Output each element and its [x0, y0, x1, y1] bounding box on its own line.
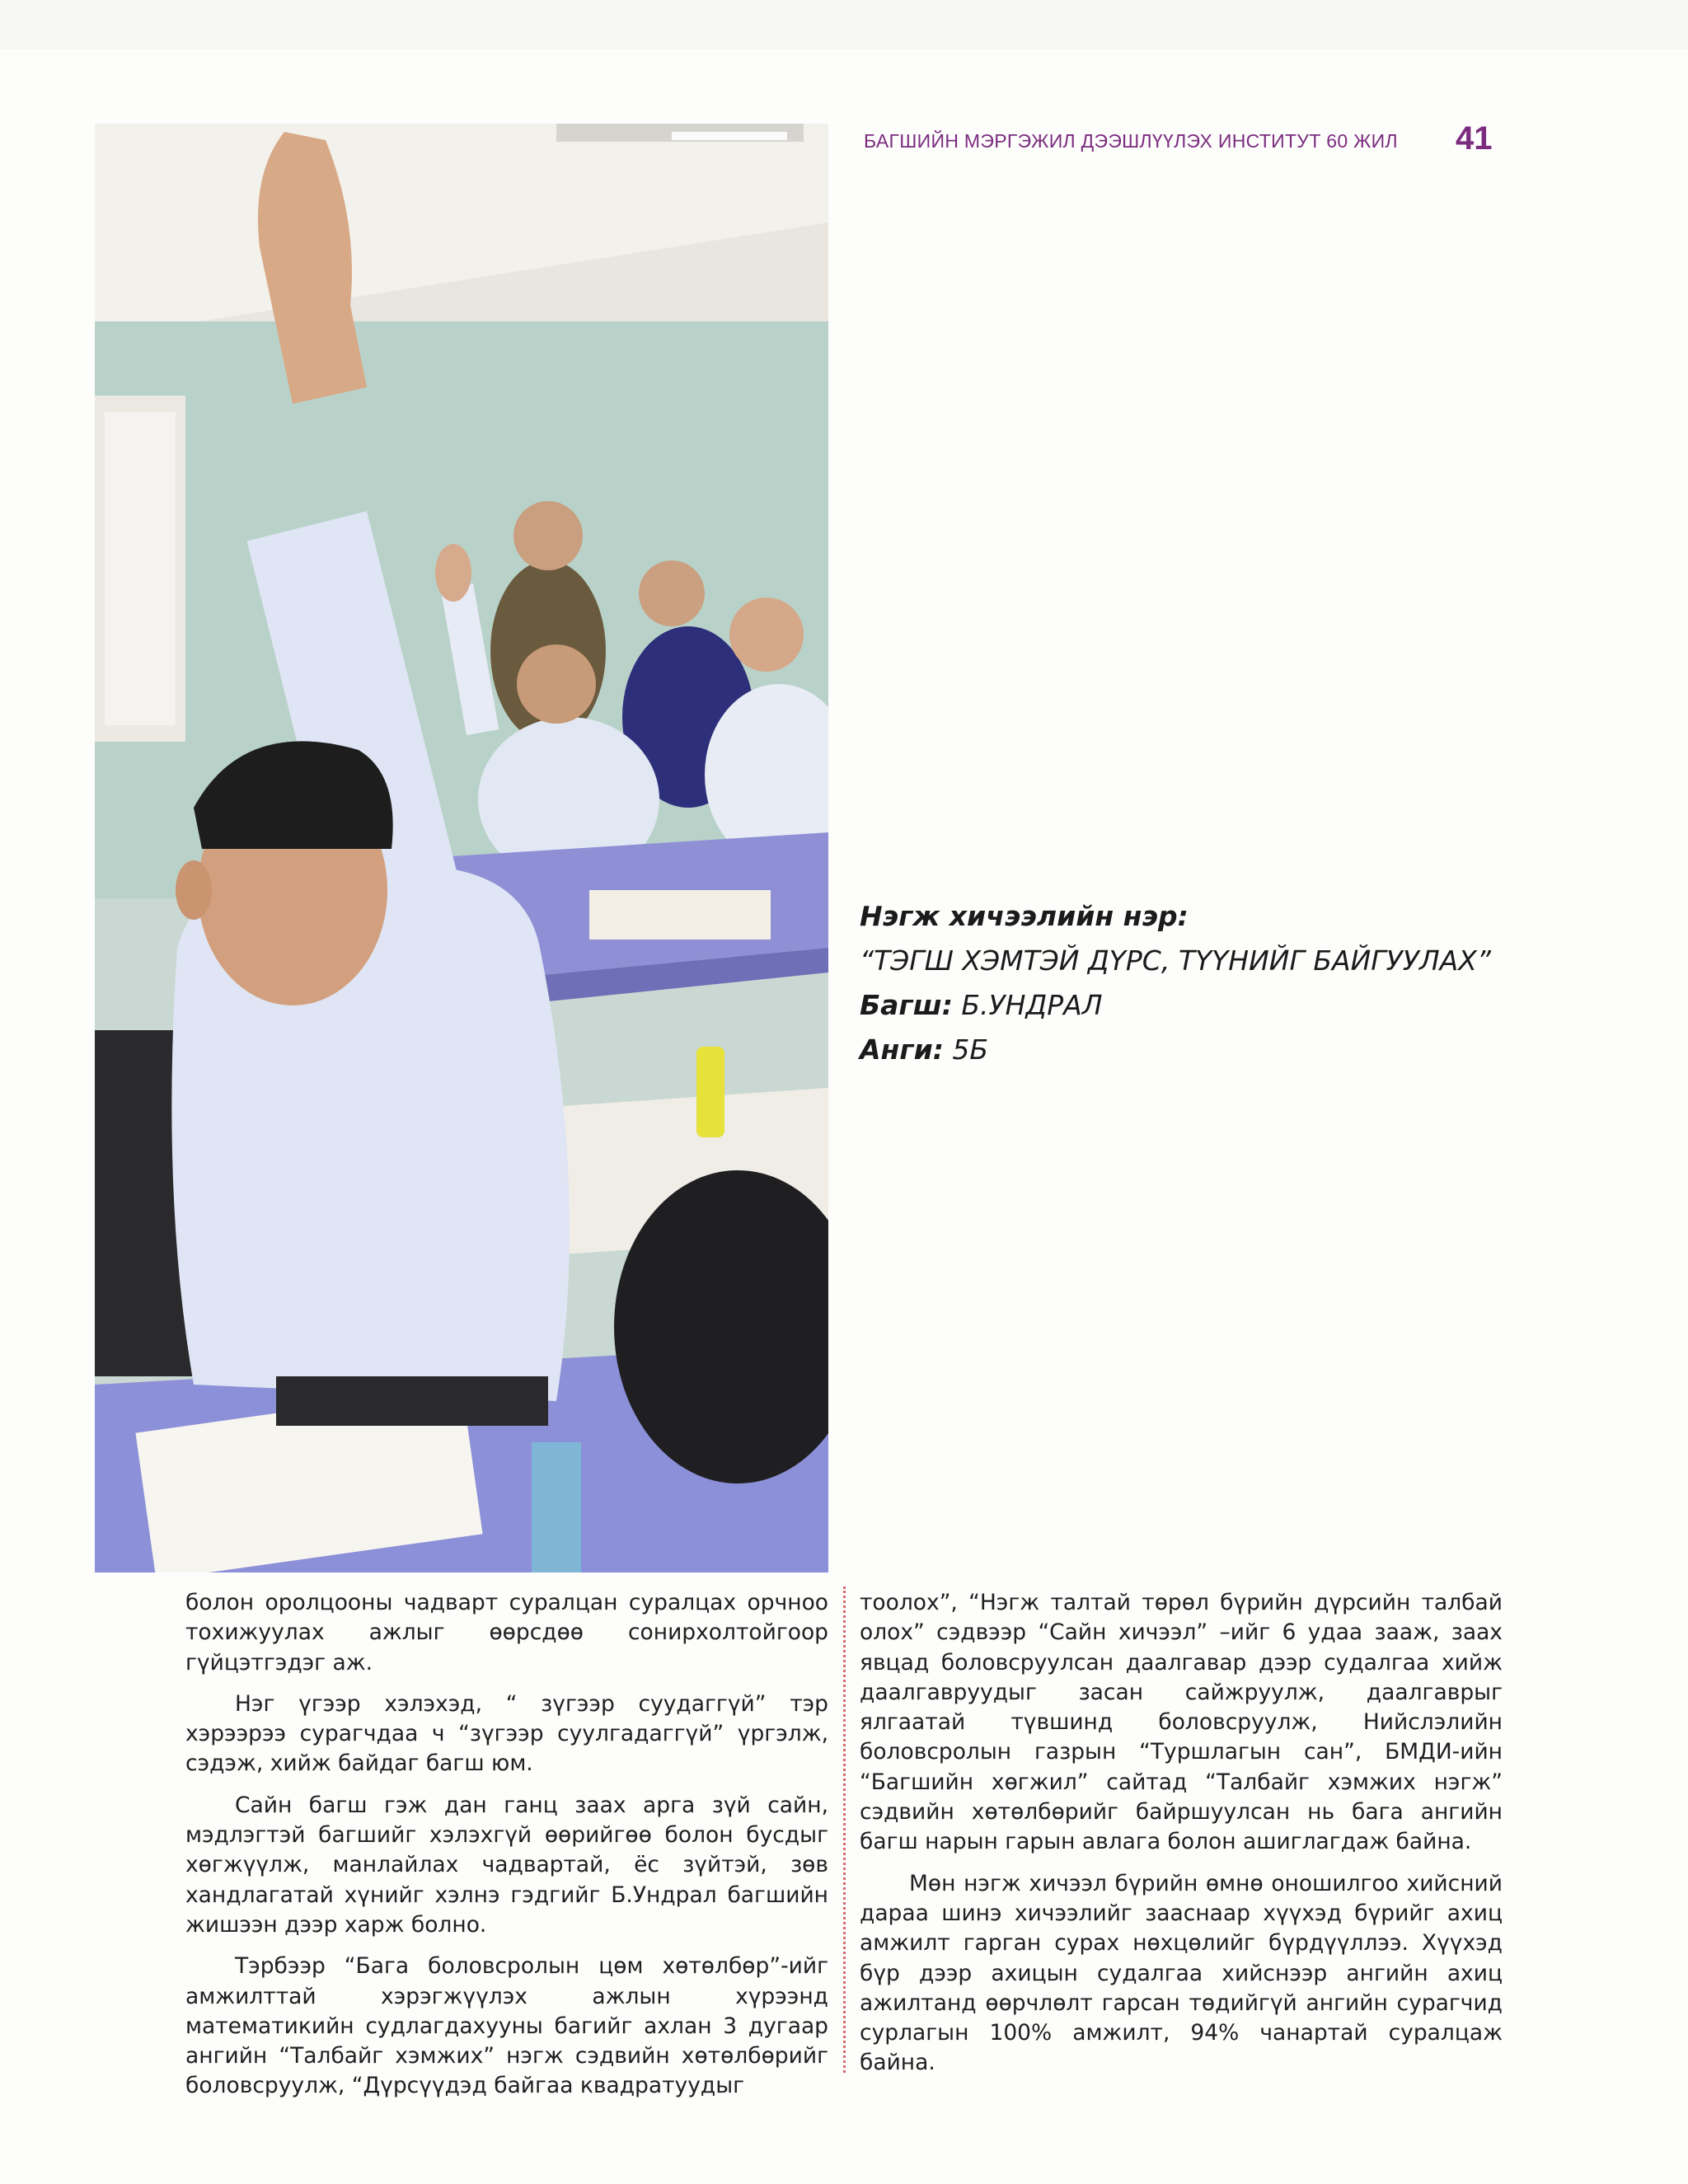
paragraph: Нэг үгээр хэлэхэд, “ зүгээр суудаггүй” тэр хэрээрээ сурагчдаа ч “зүгээр суулгадаггүй” үргэлж, сэдэж, хийж байдаг багш юм. — [185, 1690, 828, 1777]
body-column-left — [185, 1588, 828, 2113]
lesson-info — [860, 894, 1491, 1072]
teacher-line — [860, 983, 1486, 1028]
unit-name-value: “ТЭГШ ХЭМТЭЙ ДҮРС, ТҮҮНИЙГ БАЙГУУЛАХ” — [860, 944, 1491, 977]
column-divider — [843, 1586, 846, 2073]
paragraph: Мөн нэгж хичээл бүрийн өмнө оношилгоо хийсний дараа шинэ хичээлийг зааснаар хүүхэд бүрийг ахиц амжилт гарган сурах нөхцөлийг бүрдүүллээ. Хүүхэд бүр дээр ахицын судалгаа хийснээр ангийн ахиц ажилтанд өөрчлөлт гарсан төдийгүй ангийн сурагчид сурлагын 100% амжилт, 94% чанартай суралцаж байна. — [860, 1870, 1503, 2076]
paragraph: болон оролцооны чадварт суралцан суралцах орчноо тохижуулах ажлыг өөрсдөө сонирхолтойгоор гүйцэтгэдэг аж. — [185, 1590, 828, 1675]
page-number: 41 — [1456, 120, 1493, 157]
class-value: 5Б — [952, 1033, 989, 1066]
class-label: Анги: — [860, 1033, 944, 1066]
teacher-name: Б.УНДРАЛ — [961, 989, 1103, 1021]
unit-name-value-line — [860, 939, 1491, 983]
class-line — [860, 1028, 1486, 1072]
paragraph: Тэрбээр “Бага боловсролын цөм хөтөлбөр”-ийг амжилттай хэрэгжүүлэх ажлын хүрээнд математикийн судлагдахууны багийг ахлан 3 дугаар ангийн “Талбайг хэмжих” нэгж сэдвийн хөтөлбөрийг боловсруулж, “Дүрсүүдэд байгаа квадратуудыг — [185, 1953, 828, 2099]
body-column-right — [860, 1588, 1503, 2090]
paragraph: тоолох”, “Нэгж талтай төрөл бүрийн дүрсийн талбай олох” сэдвээр “Сайн хичээл” –ийг 6 удаа зааж, заах явцад боловсруулсан даалгавар дээр судалгаа хийж даалгавруудыг засан сайжруулж, даалгаврыг ялгаатай түвшинд боловсруулж, Нийслэлийн боловсролын газрын “Туршлагын сан”, БМДИ-ийн “Багшийн хөгжил” сайтад “Талбайг хэмжих нэгж” сэдвийн хөтөлбөрийг байршуулсан нь бага ангийн багш нарын гарын авлага болон ашиглагдаж байна. — [860, 1590, 1503, 1855]
page-top-shade — [0, 0, 1688, 49]
classroom-photo — [95, 124, 828, 1572]
unit-name-line — [860, 894, 1486, 939]
unit-name-label: Нэгж хичээлийн нэр: — [860, 900, 1189, 932]
running-header: БАГШИЙН МЭРГЭЖИЛ ДЭЭШЛҮҮЛЭХ ИНСТИТУТ 60 ЖИЛ — [864, 130, 1398, 152]
paragraph: Сайн багш гэж дан ганц заах арга зүй сайн, мэдлэгтэй багшийг хэлэхгүй өөрийгөө болон бусдыг хөгжүүлж, манлайлах чадвартай, ёс зүйтэй, зөв хандлагатай хүнийг хэлнэ гэдгийг Б.Ундрал багшийн жишээн дээр харж болно. — [185, 1792, 828, 1938]
teacher-label: Багш: — [860, 989, 953, 1021]
